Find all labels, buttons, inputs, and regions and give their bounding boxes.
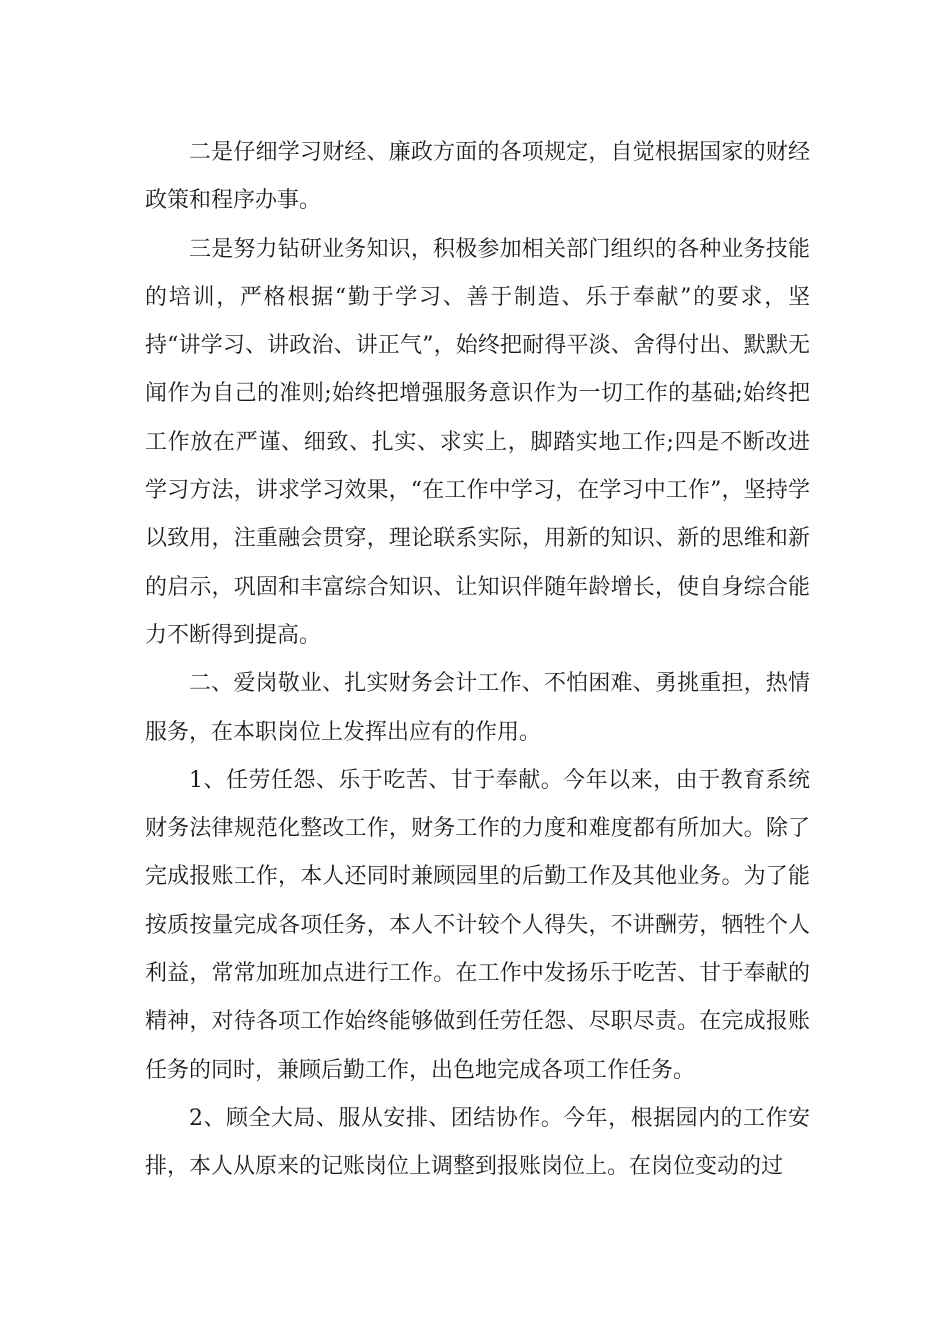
paragraph-1: 二是仔细学习财经、廉政方面的各项规定，自觉根据国家的财经政策和程序办事。	[145, 140, 810, 214]
paragraph-3: 二、爱岗敬业、扎实财务会计工作、不怕困难、勇挑重担，热情服务，在本职岗位上发挥出应有的作用。	[145, 671, 810, 745]
document-body	[145, 129, 810, 1192]
paragraph-4: 1、任劳任怨、乐于吃苦、甘于奉献。今年以来，由于教育系统财务法律规范化整改工作，财务工作的力度和难度都有所加大。除了完成报账工作，本人还同时兼顾园里的后勤工作及其他业务。为了能按质按量完成各项任务，本人不计较个人得失，不讲酬劳，牺牲个人利益，常常加班加点进行工作。在工作中发扬乐于吃苦、甘于奉献的精神，对待各项工作始终能够做到任劳任怨、尽职尽责。在完成报账任务的同时，兼顾后勤工作，出色地完成各项工作任务。	[145, 767, 810, 1083]
paragraph-2: 三是努力钻研业务知识，积极参加相关部门组织的各种业务技能的培训，严格根据“勤于学习、善于制造、乐于奉献”的要求，坚持“讲学习、讲政治、讲正气”，始终把耐得平淡、舍得付出、默默无闻作为自己的准则;始终把增强服务意识作为一切工作的基础;始终把工作放在严谨、细致、扎实、求实上，脚踏实地工作;四是不断改进学习方法，讲求学习效果，“在工作中学习，在学习中工作”，坚持学以致用，注重融会贯穿，理论联系实际，用新的知识、新的思维和新的启示，巩固和丰富综合知识、让知识伴随年龄增长，使自身综合能力不断得到提高。	[145, 236, 810, 648]
paragraph-5: 2、顾全大局、服从安排、团结协作。今年，根据园内的工作安排，本人从原来的记账岗位上调整到报账岗位上。在岗位变动的过	[145, 1105, 810, 1180]
